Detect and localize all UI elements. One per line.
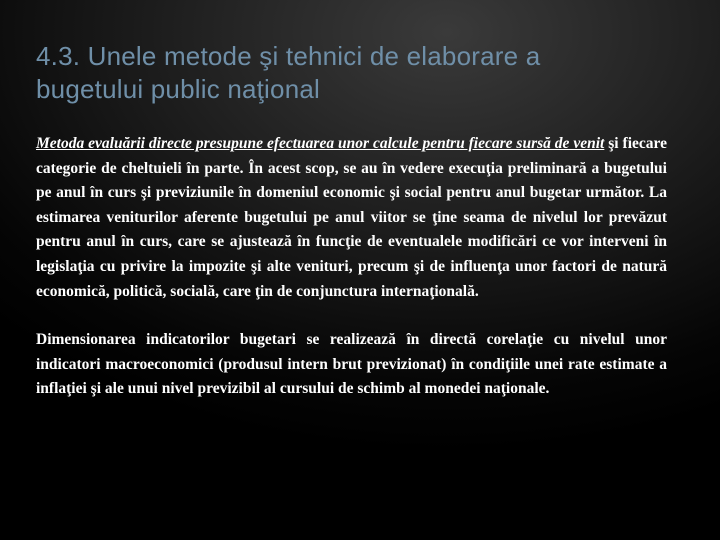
emphasized-definition: Metoda evaluării directe presupune efectuarea unor calcule pentru fiecare sursă de venit	[36, 135, 605, 152]
slide-title: 4.3. Unele metode şi tehnici de elaborare a bugetului public naţional	[36, 41, 541, 104]
paragraph-direct-evaluation	[36, 132, 667, 304]
slide-body	[36, 132, 667, 402]
paragraph-dimensioning: Dimensionarea indicatorilor bugetari se realizează în directă corelaţie cu nivelul unor indicatori macroeconomici (produsul intern brut previzionat) în condiţiile unei rate estimate a inflaţiei şi ale unui nivel previzibil al cursului de schimb al monedei naţionale.	[36, 331, 667, 398]
paragraph-1-text: şi fiecare categorie de cheltuieli în parte. În acest scop, se au în vedere execuţia preliminară a bugetului pe anul în curs şi previziunile în domeniul economic şi social pentru anul bugetar următor. La estimarea veniturilor aferente bugetului pe anul viitor se ţine seama de nivelul lor prevăzut pentru anul în curs, care se ajustează în funcţie de eventualele modificări ce vor interveni în legislaţia cu privire la impozite şi alte venituri, precum şi de influenţa unor factori de natură economică, politică, socială, care ţin de conjunctura internaţională.	[36, 135, 667, 300]
